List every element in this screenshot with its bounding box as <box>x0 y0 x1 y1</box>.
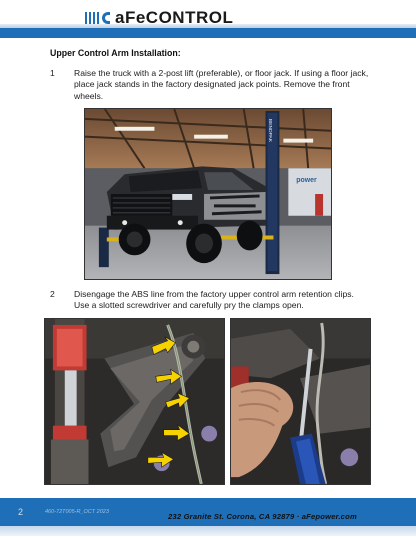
logo-text <box>115 8 233 28</box>
afe-control-logo <box>85 8 233 28</box>
lift-brand-text: BENDPAK <box>266 118 273 143</box>
page-footer <box>0 498 416 538</box>
document-id: 460-72T005-R_OCT 2023 <box>45 509 109 515</box>
step-number: 1 <box>50 68 55 78</box>
coilover-logo-icon <box>85 11 112 25</box>
screwdriver-pry-clip-photo <box>230 318 371 485</box>
page-header <box>0 0 416 38</box>
shop-sign-text: power <box>296 177 317 185</box>
logo-product: CONTROL <box>145 8 234 27</box>
step-number: 2 <box>50 289 55 299</box>
step-text: Raise the truck with a 2-post lift (preferable), or floor jack. If using a floor jack, place jack stands in the factory designated jack points. Remove the front wheels. <box>74 68 369 101</box>
section-title: Upper Control Arm Installation: <box>50 48 181 58</box>
step-1 <box>50 68 370 108</box>
logo-brand: aFe <box>115 8 146 27</box>
page-number: 2 <box>18 507 24 517</box>
footer-fade <box>0 526 416 536</box>
header-bar <box>0 28 416 38</box>
control-arm-clips-photo <box>44 318 225 485</box>
footer-address: 232 Granite St. Corona, CA 92879 · aFepower.com <box>168 512 357 521</box>
step-2 <box>50 289 370 315</box>
truck-on-lift-photo <box>84 108 332 280</box>
step-text: Disengage the ABS line from the factory upper control arm retention clips. Use a slotted screwdriver and carefully pry the clamps open. <box>74 289 354 311</box>
